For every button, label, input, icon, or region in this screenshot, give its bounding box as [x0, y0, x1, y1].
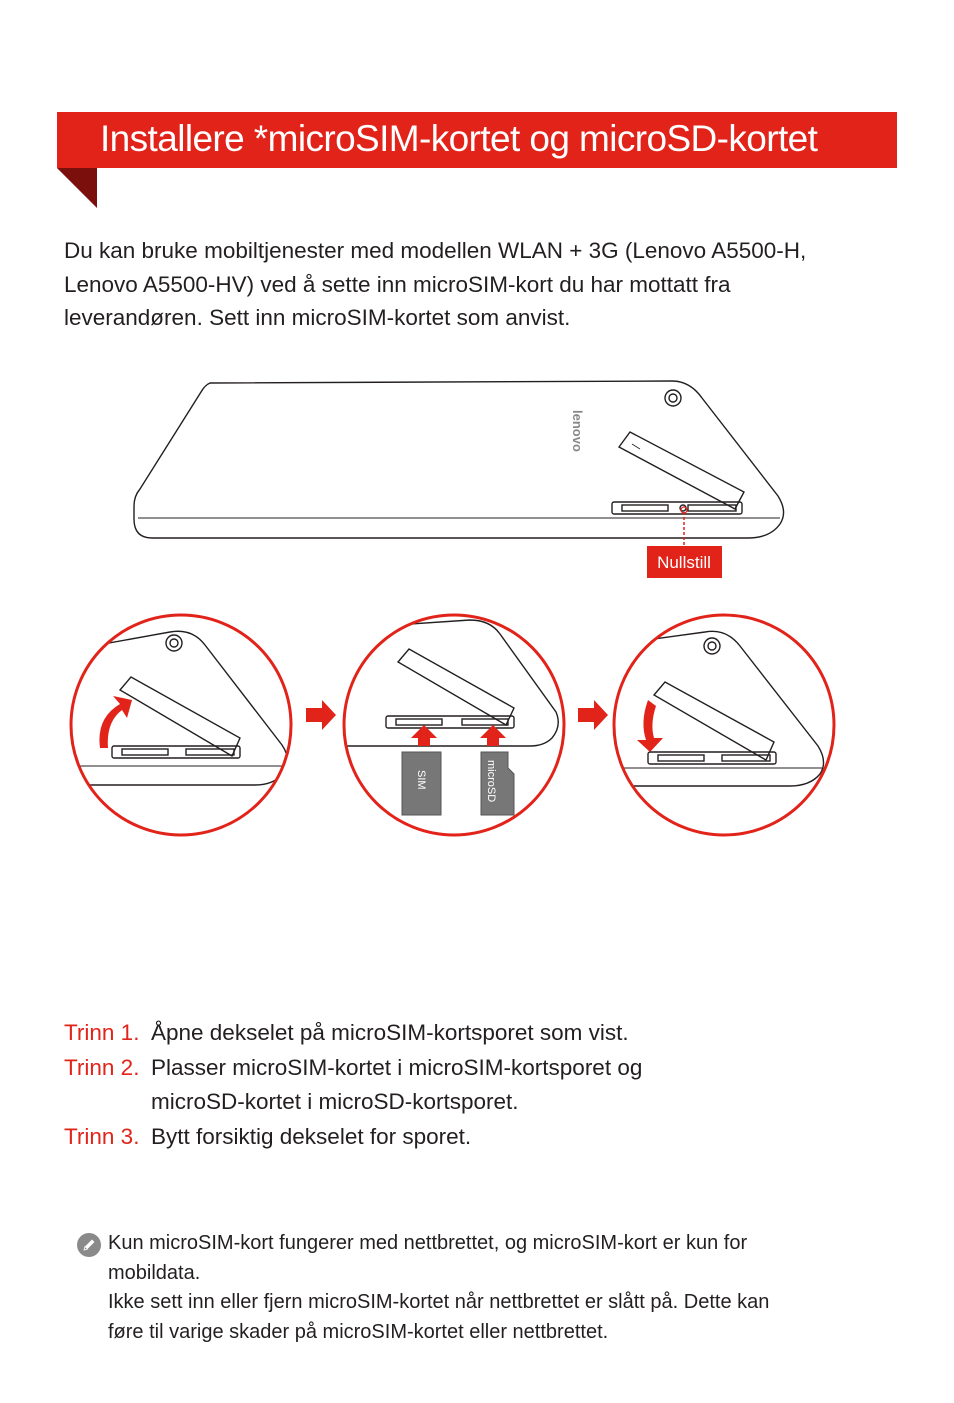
step-2-text: Plasser microSIM-kortet i microSIM-kortsporet og microSD-kortet i microSD-kortsporet.: [151, 1054, 643, 1114]
intro-paragraph: Du kan bruke mobiltjenester med modellen WLAN + 3G (Lenovo A5500-H, Lenovo A5500-HV) ved å sette inn microSIM-kort du har mottatt fra leverandøren. Sett inn microSIM-kortet som anvist.: [64, 238, 807, 330]
svg-text:microSD: microSD: [485, 760, 497, 803]
microsd-card-image: [481, 752, 514, 815]
svg-text:lenovo: lenovo: [570, 410, 585, 452]
note-block: [76, 1229, 836, 1347]
reset-label: Nullstill: [657, 553, 711, 572]
svg-text:SIM: SIM: [415, 770, 427, 790]
lenovo-logo: [570, 410, 585, 452]
page-title: Installere *microSIM-kortet og microSD-kortet: [100, 118, 818, 159]
step-2-label: Trinn 2.: [64, 1054, 140, 1080]
note-line-1: Kun microSIM-kort fungerer med nettbrettet, og microSIM-kort er kun for mobildata.: [108, 1232, 748, 1284]
step-3-label: Trinn 3.: [64, 1123, 140, 1149]
next-arrow-icon-2: [578, 700, 608, 730]
step-1-text: Åpne dekselet på microSIM-kortsporet som vist.: [151, 1020, 629, 1045]
step-1: [64, 1016, 864, 1051]
tablet-back-image: [134, 381, 784, 538]
step1-detail-circle: [60, 615, 291, 835]
note-line-2: Ikke sett inn eller fjern microSIM-kortet når nettbrettet er slått på. Dette kan føre til varige skader på microSIM-kortet eller nettbrettet.: [108, 1291, 770, 1343]
step-2: [64, 1051, 864, 1120]
step-3-text: Bytt forsiktig dekselet for sporet.: [151, 1123, 472, 1149]
step2-detail-circle: [340, 615, 564, 835]
step-1-label: Trinn 1.: [64, 1020, 140, 1045]
sim-card-image: [402, 752, 441, 815]
steps-list: [64, 1016, 864, 1154]
step3-detail-circle: [600, 615, 834, 835]
pencil-icon: [76, 1232, 102, 1258]
step-3: [64, 1120, 864, 1155]
next-arrow-icon: [306, 700, 336, 730]
